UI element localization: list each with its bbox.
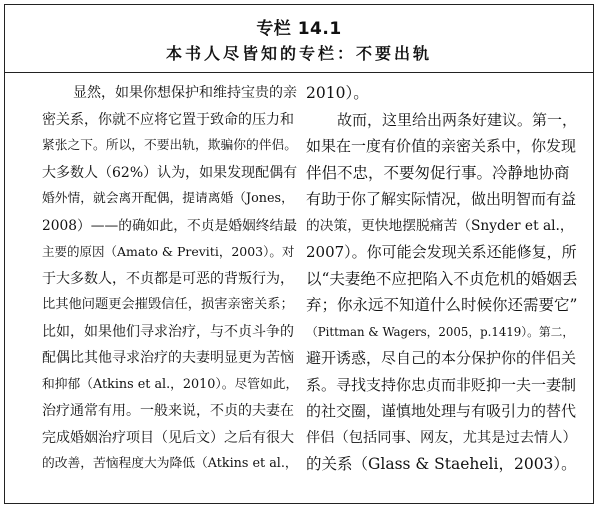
text-line: 2007）。你可能会发现关系还能修复，所 bbox=[306, 243, 577, 261]
text-line: 伴侣（包括同事、网友，尤其是过去情人） bbox=[306, 429, 577, 446]
text-line: 2010）。 bbox=[306, 84, 369, 102]
text-line: 于大多数人，不贞都是可恶的背叛行为， bbox=[42, 270, 294, 287]
text-line: 完成婚姻治疗项目（见后文）之后有很大 bbox=[42, 429, 294, 446]
box-header bbox=[5, 5, 593, 73]
text-line: 配偶比其他寻求治疗的夫妻明显更为苦恼 bbox=[42, 350, 294, 366]
text-line: 的决策，更快地摆脱痛苦（Snyder et al.， bbox=[306, 217, 574, 234]
text-line: 紧张之下。所以，不要出轨，欺骗你的伴侣。 bbox=[42, 138, 297, 153]
text-line: 主要的原因（Amato & Previti，2003）。对 bbox=[42, 244, 295, 259]
text-line: 密关系，你就不应将它置于致命的压力和 bbox=[42, 111, 294, 128]
text-line: 的改善，苦恼程度大为降低（Atkins et al.， bbox=[42, 456, 298, 471]
text-line: 弃；你永远不知道什么时候你还需要它” bbox=[306, 296, 578, 314]
text-line: （Pittman & Wagers，2005，p.1419）。第二， bbox=[306, 324, 575, 339]
right-column bbox=[306, 80, 578, 478]
text-line: 的关系（Glass & Staeheli，2003）。 bbox=[306, 455, 577, 473]
left-column bbox=[42, 80, 298, 478]
text-line: 和抑郁（Atkins et al.，2010）。尽管如此， bbox=[42, 376, 299, 392]
text-line: 的社交圈，谨慎地处理与有吸引力的替代 bbox=[306, 402, 577, 420]
text-line: 系。寻找支持你忠贞而非贬抑一夫一妻制 bbox=[306, 375, 577, 394]
text-line: 2008）——的确如此，不贞是婚姻终结最 bbox=[42, 217, 297, 234]
text-line: 比如，如果他们寻求治疗，与不贞斗争的 bbox=[42, 323, 294, 340]
text-line: 大多数人（62%）认为，如果发现配偶有 bbox=[42, 164, 298, 181]
text-line: 显然，如果你想保护和维持宝贵的亲 bbox=[73, 85, 297, 101]
text-line: 以“夫妻绝不应把陷入不贞危机的婚姻丢 bbox=[306, 269, 578, 288]
text-line: 有助于你了解实际情况，做出明智而有益 bbox=[306, 190, 577, 208]
text-line: 如果在一度有价值的亲密关系中，你发现 bbox=[306, 137, 577, 155]
text-line: 婚外情，就会离开配偶，提请离婚（Jones， bbox=[42, 191, 294, 206]
text-line: 治疗通常有用。一般来说，不贞的夫妻在 bbox=[42, 403, 294, 419]
text-line: 避开诱惑，尽自己的本分保护你的伴侣关 bbox=[306, 349, 577, 367]
box-label: 专栏 14.1 bbox=[256, 19, 342, 39]
text-line: 故而，这里给出两条好建议。第一， bbox=[337, 110, 578, 129]
text-line: 伴侣不忠，不要匆促行事。冷静地协商 bbox=[306, 163, 570, 182]
text-line: 比其他问题更会摧毁信任，损害亲密关系； bbox=[42, 297, 294, 312]
box-title: 本书人尽皆知的专栏：不要出轨 bbox=[165, 44, 432, 63]
